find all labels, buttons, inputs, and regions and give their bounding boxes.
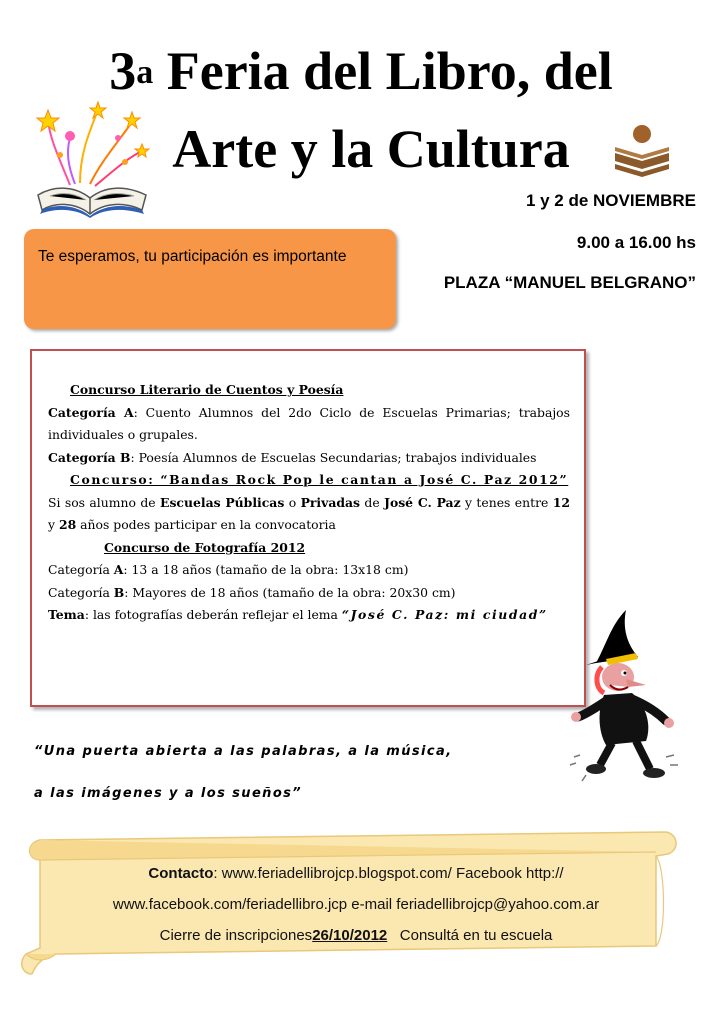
photo-category-b: Categoría B: Mayores de 18 años (tamaño de la obra: 20x30 cm) <box>48 584 456 600</box>
quote <box>34 741 494 805</box>
title-number: 3 <box>109 41 137 101</box>
event-hours: 9.00 a 16.00 hs <box>576 233 696 252</box>
invitation-text: Te esperamos, tu participación es importante <box>38 248 347 265</box>
photo-theme: Tema: las fotografías deberán reflejar el lema “José C. Paz: mi ciudad” <box>48 607 548 622</box>
page-title-line-1 <box>0 40 722 102</box>
event-date: 1 y 2 de NOVIEMBRE <box>525 191 696 210</box>
quote-line-2: a las imágenes y a los sueños” <box>34 786 303 801</box>
event-place: PLAZA “MANUEL BELGRANO” <box>443 273 696 292</box>
bands-contest-description: Si sos alumno de Escuelas Públicas o Privadas de José C. Paz y tenes entre 12 y 28 años podes participar en la convocatoria <box>48 494 570 532</box>
photo-category-a: Categoría A: 13 a 18 años (tamaño de la obra: 13x18 cm) <box>48 562 409 577</box>
title-ordinal: a <box>136 54 154 91</box>
contests-box <box>30 349 586 707</box>
contact-line-1: Contacto: www.feriadellibrojcp.blogspot.com/ Facebook http:// <box>148 865 564 882</box>
witch-illustration <box>566 605 684 783</box>
literary-category-a: Categoría A: Cuento Alumnos del 2do Ciclo de Escuelas Primarias; trabajos individuales o grupales. <box>48 404 570 442</box>
literary-contest-title: Concurso Literario de Cuentos y Poesía <box>70 382 344 397</box>
invitation-box <box>24 229 396 329</box>
library-logo-icon <box>611 123 673 179</box>
contact-line-3: Cierre de inscripciones26/10/2012 Consultá en tu escuela <box>159 927 553 944</box>
magic-book-icon <box>30 100 155 218</box>
photo-contest-title: Concurso de Fotografía 2012 <box>104 539 306 555</box>
contact-block <box>60 858 652 951</box>
contact-line-2: www.facebook.com/feriadellibro.jcp e-mail feriadellibrojcp@yahoo.com.ar <box>112 896 600 913</box>
literary-category-b: Categoría B: Poesía Alumnos de Escuelas Secundarias; trabajos individuales <box>48 449 537 465</box>
deadline-date: 26/10/2012 <box>312 927 388 944</box>
quote-line-1: “Una puerta abierta a las palabras, a la música, <box>34 744 453 759</box>
title-line-1-text: Feria del Libro, del <box>166 41 613 101</box>
page-title-line-2: Arte y la Cultura <box>172 119 570 179</box>
bands-contest-title: Concurso: “Bandas Rock Pop le cantan a José C. Paz 2012” <box>70 472 569 487</box>
